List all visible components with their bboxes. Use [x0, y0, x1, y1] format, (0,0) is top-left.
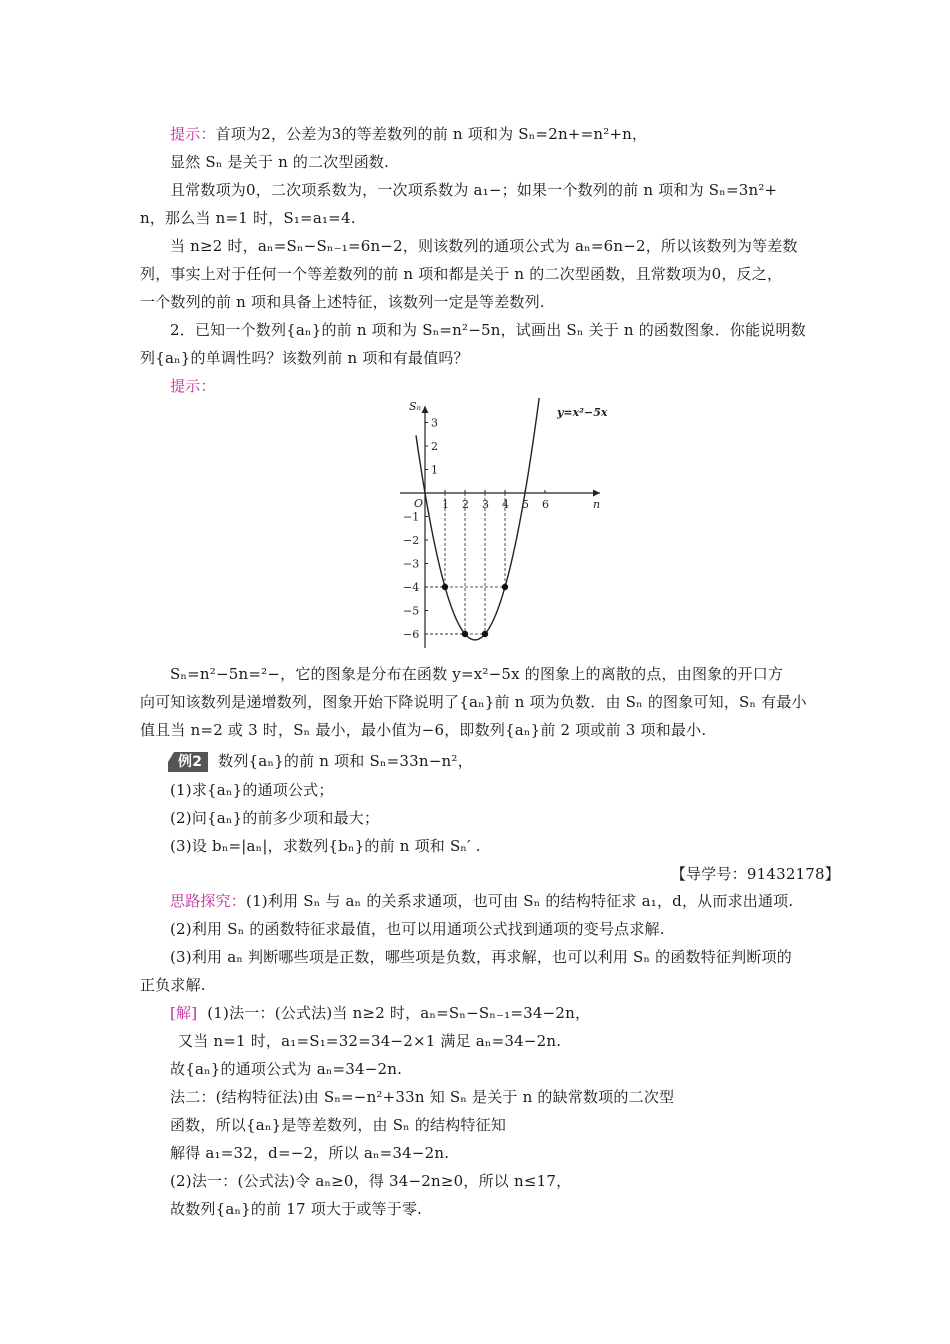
sn-function-graph — [395, 398, 615, 656]
solution-line-2: 又当 n=1 时，a₁=S₁=32=34−2×1 满足 aₙ=34−2n. — [178, 1032, 562, 1050]
origin-label: O — [414, 497, 424, 510]
y-tick-label: 3 — [431, 416, 438, 430]
x-tick-label: 3 — [482, 498, 489, 511]
x-tick-label: 6 — [542, 498, 549, 511]
solution-line-8: 故数列{aₙ}的前 17 项大于或等于零. — [170, 1200, 423, 1218]
example-badge: 例2 — [168, 752, 208, 772]
curve-label: y=x²−5x — [557, 406, 608, 419]
y-tick-label: −2 — [403, 534, 420, 547]
x-axis-label: n — [593, 498, 601, 511]
x-tick-label: 4 — [502, 498, 509, 511]
example-part-2: (2)问{aₙ}的前多少项和最大； — [170, 809, 380, 827]
question2-line-1: 2．已知一个数列{aₙ}的前 n 项和为 Sₙ=n²−5n，试画出 Sₙ 关于 n 的函数图象．你能说明数 — [170, 321, 806, 339]
answer2-line-1: Sₙ=n²−5n=²−，它的图象是分布在函数 y=x²−5x 的图象上的离散的点，由图象的开口方 — [170, 665, 784, 683]
dashed-guide-lines — [425, 493, 505, 634]
answer2-line-3: 值且当 n=2 或 3 时，Sₙ 最小，最小值为−6，即数列{aₙ}前 2 项或前 3 项和最小. — [140, 721, 707, 739]
y-tick-label: 2 — [431, 440, 438, 453]
hint1-line-3: 且常数项为0，二次项系数为，一次项系数为 a₁−；如果一个数列的前 n 项和为 Sₙ=3n²+ — [170, 181, 778, 199]
y-tick-label: −1 — [403, 510, 420, 524]
solution-line-3: 故{aₙ}的通项公式为 aₙ=34−2n. — [170, 1060, 403, 1078]
idea-line-4: 正负求解. — [140, 976, 206, 994]
example-part-1: (1)求{aₙ}的通项公式； — [170, 781, 334, 799]
solution-line-1: [解] (1)法一：(公式法)当 n≥2 时，aₙ=Sₙ−Sₙ₋₁=34−2n， — [170, 1004, 591, 1022]
solution-line-7: (2)法一：(公式法)令 aₙ≥0，得 34−2n≥0，所以 n≤17， — [170, 1172, 572, 1190]
example-2-header: 例2 数列{aₙ}的前 n 项和 Sₙ=33n−n²， — [168, 751, 868, 772]
solution-line-5: 函数，所以{aₙ}是等差数列，由 Sₙ 的结构特征知 — [170, 1116, 507, 1134]
data-point — [442, 584, 448, 590]
solution-line-6: 解得 a₁=32，d=−2，所以 aₙ=34−2n. — [170, 1144, 450, 1162]
x-tick-label: 5 — [522, 498, 529, 511]
hint-label: 提示： — [170, 377, 216, 395]
y-axis-label: Sₙ — [409, 400, 421, 413]
solution-line-4: 法二：(结构特征法)由 Sₙ=−n²+33n 知 Sₙ 是关于 n 的缺常数项的二次型 — [170, 1088, 675, 1106]
x-tick-label: 2 — [462, 498, 469, 511]
solution-label: [解] — [170, 1004, 198, 1022]
hint1-line-7: 一个数列的前 n 项和具备上述特征，该数列一定是等差数列. — [140, 293, 545, 311]
hint1-line-2: 显然 Sₙ 是关于 n 的二次型函数. — [170, 153, 390, 171]
hint-label: 提示： — [170, 125, 216, 143]
hint1-line-5: 当 n≥2 时，aₙ=Sₙ−Sₙ₋₁=6n−2，则该数列的通项公式为 aₙ=6n−2，所以该数列为等差数 — [170, 237, 798, 255]
y-tick-label: −4 — [403, 581, 420, 594]
hint1-line-4: n，那么当 n=1 时，S₁=a₁=4. — [140, 209, 356, 227]
question2-line-2: 列{aₙ}的单调性吗？该数列前 n 项和有最值吗？ — [140, 349, 469, 367]
hint1-line-1: 提示：首项为2，公差为3的等差数列的前 n 项和为 Sₙ=2n+=n²+n， — [170, 125, 648, 143]
x-tick-label: 1 — [442, 498, 449, 511]
idea-line-1: 思路探究：(1)利用 Sₙ 与 aₙ 的关系求通项，也可由 Sₙ 的结构特征求 a₁，d，从而求出通项. — [170, 892, 794, 910]
data-point — [462, 631, 468, 637]
idea-label: 思路探究： — [170, 892, 247, 910]
guide-number: 【导学号：91432178】 — [670, 865, 840, 883]
y-tick-label: −3 — [403, 557, 420, 571]
data-point — [502, 584, 508, 590]
idea-line-2: (2)利用 Sₙ 的函数特征求最值，也可以用通项公式找到通项的变号点求解. — [170, 920, 665, 938]
data-points — [442, 584, 508, 637]
y-tick-label: 1 — [431, 463, 438, 477]
example-part-3: (3)设 bₙ=|aₙ|，求数列{bₙ}的前 n 项和 Sₙ′ . — [170, 837, 481, 855]
idea-line-3: (3)利用 aₙ 判断哪些项是正数，哪些项是负数，再求解，也可以利用 Sₙ 的函数特征判断项的 — [170, 948, 792, 966]
y-tick-label: −5 — [403, 604, 420, 618]
y-tick-label: −6 — [403, 628, 420, 641]
hint1-line-6: 列，事实上对于任何一个等差数列的前 n 项和都是关于 n 的二次型函数，且常数项为0，反之， — [140, 265, 783, 283]
answer2-line-2: 向可知该数列是递增数列，图象开始下降说明了{aₙ}前 n 项为负数．由 Sₙ 的图象可知，Sₙ 有最小 — [140, 693, 807, 711]
data-point — [482, 631, 488, 637]
